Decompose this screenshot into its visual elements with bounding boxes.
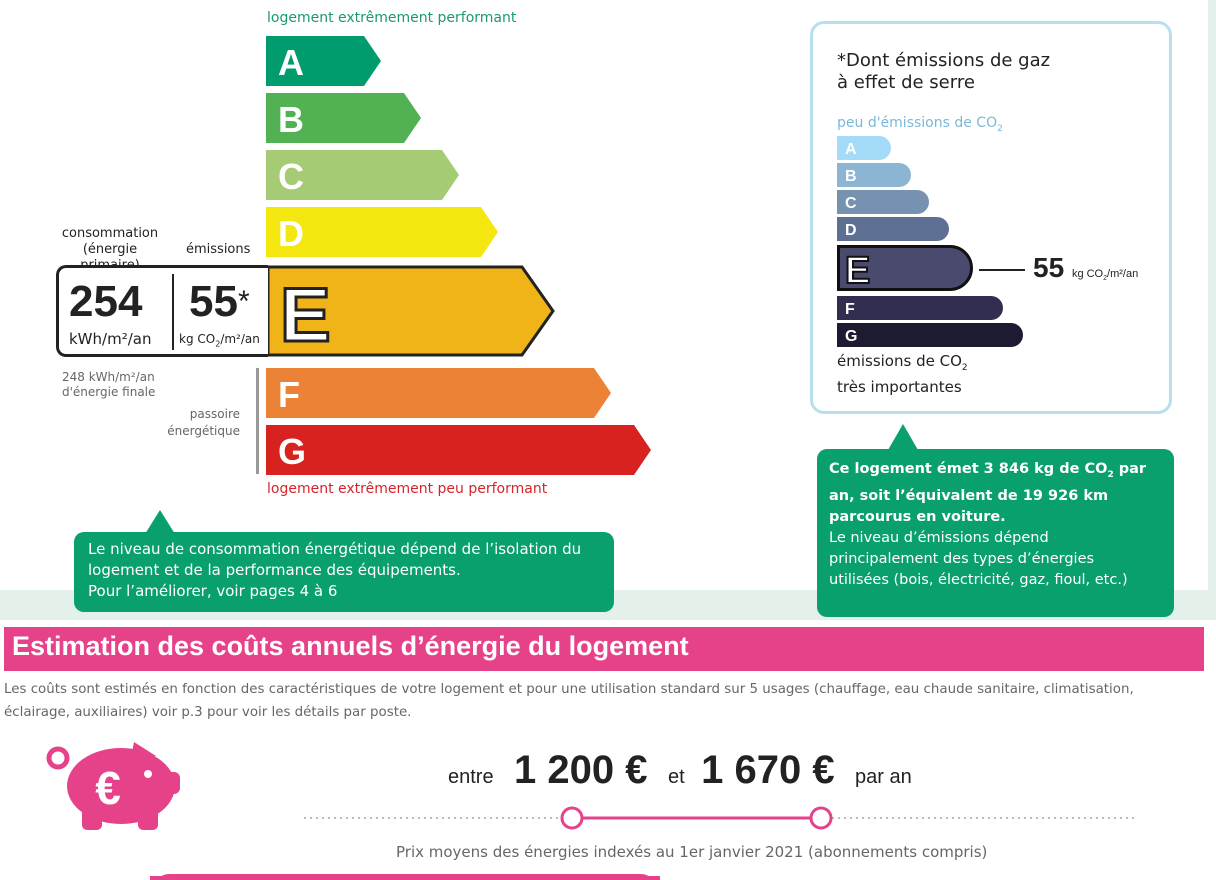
energy-callout <box>74 532 614 612</box>
ghg-bottom-line2: très importantes <box>837 378 962 396</box>
emissions-unit <box>179 332 260 348</box>
ghg-callout-bold-sub: 2 <box>1107 469 1114 480</box>
ghg-panel <box>810 21 1172 414</box>
ghg-callout-bold-a: Ce logement émet 3 846 kg de CO <box>829 461 1108 477</box>
ghg-callout-line1: Le niveau d’émissions dépend <box>829 529 1049 546</box>
ghg-callout-line2: principalement des types d’énergies <box>829 550 1095 567</box>
piggy-bank-icon <box>46 738 180 832</box>
ghg-class-a <box>837 136 891 160</box>
ghg-class-g <box>837 323 1023 347</box>
ghg-callout-pointer <box>888 424 918 450</box>
ghg-class-f <box>837 296 1003 320</box>
ghg-callout-bold-line2: an, soit l’équivalent de 19 926 km <box>829 487 1109 504</box>
value-box-divider <box>172 274 174 350</box>
passoire-line1: passoire <box>189 407 240 421</box>
cost-range-track <box>296 805 1146 831</box>
ghg-class-e <box>837 245 973 291</box>
energy-callout-line2: logement et de la performance des équipements. <box>88 561 461 579</box>
energy-bottom-label: logement extrêmement peu performant <box>267 481 548 497</box>
energy-class-e <box>266 265 556 357</box>
energy-class-f <box>266 368 612 418</box>
ghg-bottom-text: émissions de CO <box>837 352 962 370</box>
ghg-value-line <box>979 269 1025 271</box>
ghg-class-b <box>837 163 911 187</box>
consumption-unit: kWh/m²/an <box>69 330 152 348</box>
ghg-class-letter: E <box>845 250 871 291</box>
cost-word-and: et <box>667 766 685 788</box>
ghg-bottom-sub: 2 <box>961 363 968 373</box>
ghg-class-letter: B <box>845 168 857 185</box>
ghg-bottom-line1 <box>837 352 968 378</box>
passoire-divider <box>256 368 259 474</box>
energy-callout-pointer <box>145 510 175 534</box>
ghg-unit-b: /m²/an <box>1107 268 1139 280</box>
energy-top-label: logement extrêmement performant <box>267 10 517 26</box>
consumption-header-line1: consommation <box>61 226 159 241</box>
final-energy-note <box>62 370 155 400</box>
ghg-value-number: 55 <box>1033 252 1065 283</box>
cost-low: 1 200 € <box>514 748 648 792</box>
passoire-line2: énergétique <box>167 424 240 438</box>
ghg-class-letter: D <box>845 222 857 239</box>
energy-class-a <box>266 36 382 86</box>
cost-callout <box>150 852 660 880</box>
energy-class-letter: B <box>278 99 304 140</box>
emissions-value <box>189 277 250 326</box>
cost-high: 1 670 € <box>701 748 835 792</box>
cost-per-year: par an <box>855 766 912 788</box>
ghg-callout <box>817 449 1174 617</box>
energy-class-c <box>266 150 460 200</box>
ghg-value <box>1033 252 1138 284</box>
costs-heading-bar <box>4 627 1204 671</box>
ghg-class-letter: F <box>845 301 855 318</box>
costs-desc-line2: éclairage, auxiliaires) voir p.3 pour voir les détails par poste. <box>4 705 412 720</box>
ghg-callout-bold-b: par <box>1113 461 1147 477</box>
ghg-class-c <box>837 190 929 214</box>
price-note: Prix moyens des énergies indexés au 1er janvier 2021 (abonnements compris) <box>396 843 988 861</box>
emissions-number: 55 <box>189 277 238 326</box>
ghg-callout-line3: utilisées (bois, électricité, gaz, fioul, etc.) <box>829 571 1128 588</box>
consumption-value: 254 <box>69 277 143 326</box>
energy-callout-line3: Pour l’améliorer, voir pages 4 à 6 <box>88 582 338 600</box>
ghg-top-label-sub: 2 <box>997 123 1003 134</box>
energy-class-letter: G <box>278 431 307 472</box>
energy-value-box <box>56 265 268 357</box>
energy-class-b <box>266 93 422 143</box>
ghg-callout-bold-line3: parcourus en voiture. <box>829 508 1006 525</box>
ghg-value-unit <box>1071 268 1139 283</box>
emissions-header: émissions <box>186 242 251 257</box>
energy-class-g <box>266 425 652 475</box>
ghg-callout-bold-line1 <box>829 459 1162 486</box>
energy-class-letter: A <box>278 42 304 83</box>
cost-range <box>448 748 912 793</box>
costs-heading: Estimation des coûts annuels d’énergie du logement <box>12 631 689 661</box>
ghg-class-letter: C <box>845 195 857 212</box>
range-low-marker <box>562 808 582 828</box>
energy-class-letter: E <box>280 273 331 357</box>
energy-class-d <box>266 207 499 257</box>
ghg-title <box>837 50 1050 94</box>
final-energy-line2: d'énergie finale <box>62 385 156 399</box>
emissions-unit-a: kg CO <box>179 332 216 346</box>
ghg-title-line2: à effet de serre <box>837 72 975 93</box>
costs-description <box>4 678 1214 724</box>
passoire-label <box>150 406 240 440</box>
ghg-class-d <box>837 217 949 241</box>
ghg-class-letter: G <box>845 328 858 345</box>
ghg-title-line1: *Dont émissions de gaz <box>837 50 1051 71</box>
consumption-header-line2: (énergie <box>82 242 138 257</box>
energy-callout-line1: Le niveau de consommation énergétique dépend de l’isolation du <box>88 540 582 558</box>
page-left-edge <box>1208 0 1216 620</box>
ghg-bottom-label <box>837 352 968 397</box>
costs-desc-line1: Les coûts sont estimés en fonction des caractéristiques de votre logement et pour une utilisation standard sur 5 usages (chauffage, eau chaude sanitaire, climatisation, <box>4 682 1134 697</box>
emissions-unit-b: /m²/an <box>220 332 260 346</box>
cost-word-between: entre <box>448 766 494 788</box>
ghg-unit-sub: 2 <box>1103 275 1108 283</box>
final-energy-line1: 248 kWh/m²/an <box>62 370 155 384</box>
ghg-top-label <box>837 115 1003 134</box>
energy-class-letter: D <box>278 213 304 254</box>
ghg-class-letter: A <box>845 141 857 158</box>
emissions-star: * <box>237 285 250 318</box>
range-high-marker <box>811 808 831 828</box>
ghg-unit-a: kg CO <box>1071 268 1104 280</box>
euro-symbol: € <box>95 762 121 814</box>
energy-class-letter: C <box>278 156 304 197</box>
ghg-top-label-text: peu d'émissions de CO <box>837 115 998 131</box>
emissions-unit-sub: 2 <box>215 339 221 349</box>
energy-class-letter: F <box>278 374 300 415</box>
